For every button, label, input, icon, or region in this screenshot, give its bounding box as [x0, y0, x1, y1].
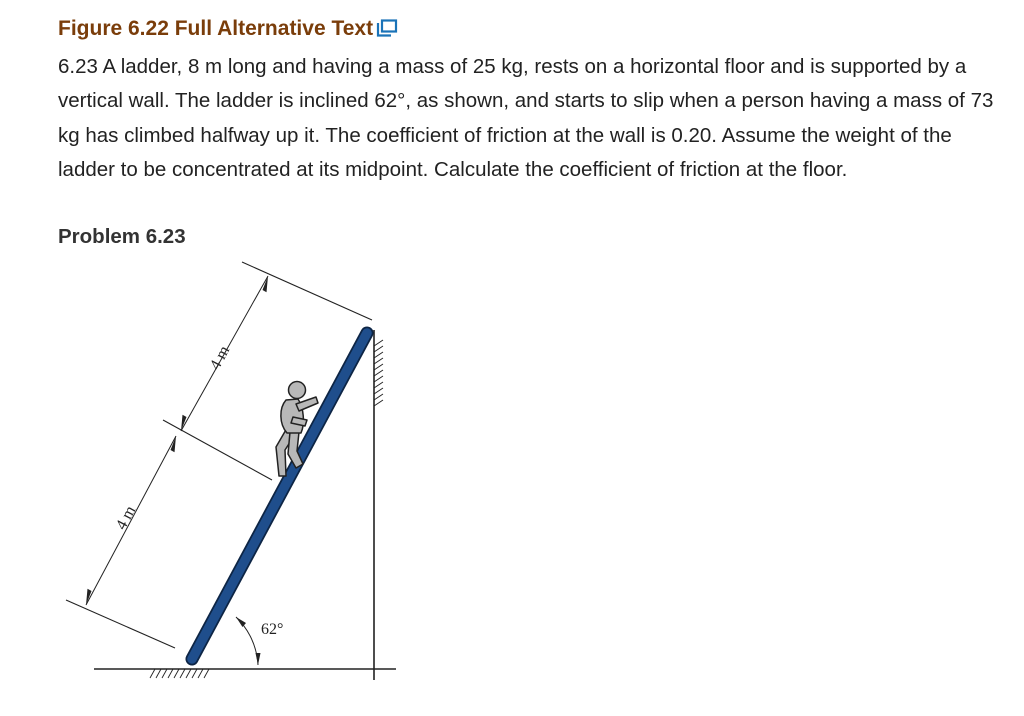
extension-line-middle: [163, 420, 272, 480]
upper-dimension-label: 4 m: [206, 343, 234, 373]
extension-line-top: [242, 262, 372, 320]
popout-icon: [376, 19, 398, 43]
angle-arrowhead-top: [236, 617, 246, 627]
ladder: [192, 333, 367, 659]
lower-dimension-label: 4 m: [112, 503, 140, 533]
angle-arrowhead-bottom: [256, 653, 261, 665]
angle-label: 62°: [261, 621, 284, 638]
problem-label: Problem 6.23: [58, 225, 186, 248]
angle-arc: [236, 617, 258, 665]
figure-link-label: Figure 6.22 Full Alternative Text: [58, 17, 374, 40]
extension-line-bottom: [66, 600, 175, 648]
floor-hatch: [150, 669, 209, 678]
problem-statement: 6.23 A ladder, 8 m long and having a mass of 25 kg, rests on a horizontal floor and is supported by a vertical wall. The ladder is inclined 62°, as shown, and starts to slip when a person having a mass of 73 kg has climbed halfway up it. The coefficient of friction at the wall is 0.20. Assume the weight of the ladder to be concentrated at its midpoint. Calculate the coefficient of friction at the floor.: [58, 55, 994, 181]
figure-full-alt-text-link[interactable]: [58, 17, 398, 43]
wall-hatch: [374, 340, 383, 406]
ladder-diagram: [55, 255, 415, 695]
